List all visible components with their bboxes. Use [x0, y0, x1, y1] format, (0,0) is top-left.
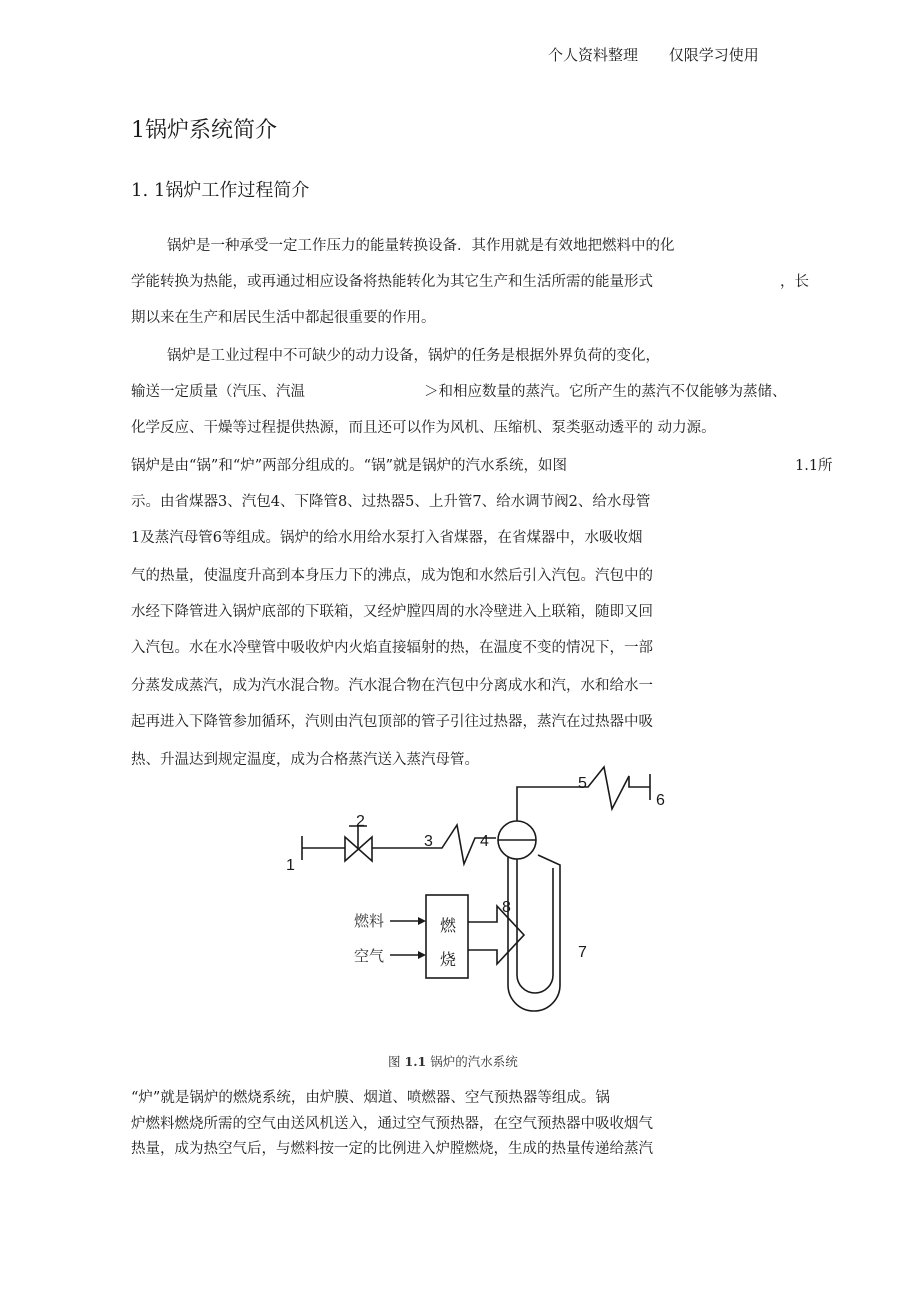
text-line: 输送一定质量（汽压、汽温: [131, 384, 305, 400]
text-line: 起再进入下降管参加循环，汽则由汽包顶部的管子引往过热器，蒸汽在过热器中吸: [131, 714, 653, 730]
caption-text: 锅炉的汽水系统: [430, 1054, 518, 1069]
text-line: 炉燃料燃烧所需的空气由送风机送入，通过空气预热器，在空气预热器中吸收烟气: [131, 1116, 653, 1132]
text-line: 分蒸发成蒸汽，成为汽水混合物。汽水混合物在汽包中分离成水和汽，水和给水一: [131, 678, 653, 694]
label-8: 8: [502, 899, 511, 916]
caption-prefix: 图: [388, 1054, 401, 1069]
label-5: 5: [578, 775, 587, 792]
fuel-label: 燃料: [354, 913, 385, 930]
air-arrowhead: [418, 951, 426, 959]
header-left: 个人资料整理: [548, 46, 639, 64]
text-line: 热量，成为热空气后，与燃料按一定的比例进入炉膛燃烧，生成的热量传递给蒸汽: [131, 1141, 653, 1157]
text-line: 学能转换为热能，或再通过相应设备将热能转化为其它生产和生活所需的能量形式: [131, 274, 653, 290]
label-6: 6: [656, 792, 665, 809]
text-line: 1及蒸汽母管6等组成。锅炉的给水用给水泵打入省煤器，在省煤器中，水吸收烟: [131, 530, 643, 546]
burn-char-2: 烧: [440, 952, 457, 969]
text-line: ，长: [780, 274, 809, 290]
subsection-title: 1. 1锅炉工作过程简介: [131, 180, 310, 201]
text-line: 入汽包。水在水冷壁管中吸收炉内火焰直接辐射的热，在温度不变的情况下，一部: [131, 640, 653, 656]
text-line: 锅炉是工业过程中不可缺少的动力设备，锅炉的任务是根据外界负荷的变化，: [167, 348, 660, 364]
text-line: 锅炉是由“锅”和“炉”两部分组成的。“锅”就是锅炉的汽水系统，如图: [131, 458, 567, 474]
section-title: 1锅炉系统简介: [131, 118, 277, 143]
figure-caption: [388, 1052, 518, 1070]
label-4: 4: [480, 833, 489, 850]
label-1: 1: [286, 857, 295, 874]
text-line: “炉”就是锅炉的燃烧系统，由炉膜、烟道、喷燃器、空气预热器等组成。锅: [131, 1090, 610, 1106]
air-label: 空气: [354, 948, 385, 965]
label-3: 3: [424, 833, 433, 850]
fuel-arrowhead: [418, 917, 426, 925]
inner-loop: [517, 868, 553, 993]
header-right: 仅限学习使用: [668, 46, 759, 64]
text-line: 热、升温达到规定温度，成为合格蒸汽送入蒸汽母管。: [131, 752, 479, 768]
text-line: 锅炉是一种承受一定工作压力的能量转换设备．其作用就是有效地把燃料中的化: [167, 238, 675, 254]
caption-number: 1.1: [404, 1054, 427, 1069]
text-line: ＞和相应数量的蒸汽。它所产生的蒸汽不仅能够为蒸储、: [424, 384, 787, 400]
text-line: 期以来在生产和居民生活中都起很重要的作用。: [131, 310, 436, 326]
text-line: 1.1所: [795, 458, 833, 474]
burn-char-1: 燃: [440, 918, 457, 935]
text-line: 气的热量，使温度升高到本身压力下的沸点，成为饱和水然后引入汽包。汽包中的: [131, 568, 653, 584]
label-2: 2: [356, 813, 365, 830]
economizer-coil: [372, 825, 496, 864]
label-7: 7: [578, 944, 587, 961]
text-line: 化学反应、干燥等过程提供热源，而且还可以作为风机、压缩机、泵类驱动透平的 动力源。: [131, 420, 716, 436]
text-line: 水经下降管进入锅炉底部的下联箱，又经炉膛四周的水冷壁进入上联箱，随即又回: [131, 604, 653, 620]
heat-arrow: [468, 906, 524, 964]
text-line: 示。由省煤器3、汽包4、下降管8、过热器5、上升管7、给水调节阀2、给水母管: [131, 494, 651, 510]
